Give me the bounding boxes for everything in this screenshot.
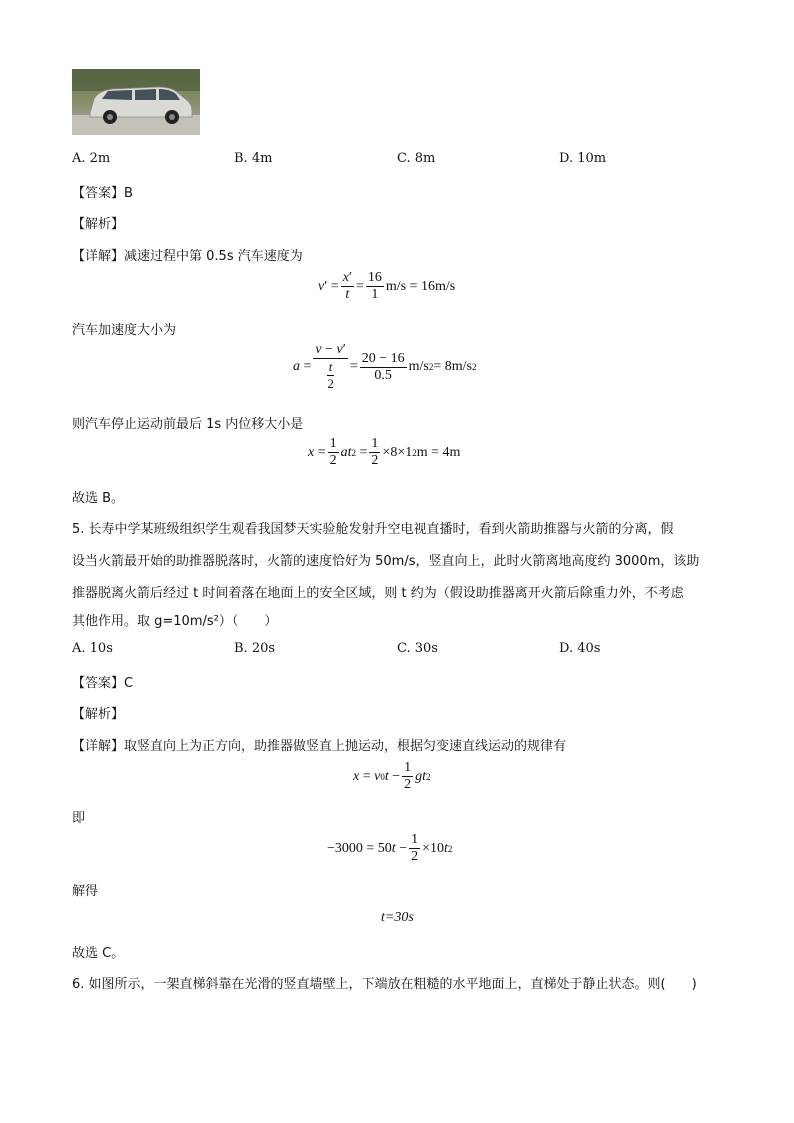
q5-detail-line bbox=[72, 735, 566, 754]
detail-line bbox=[72, 245, 303, 264]
detail-label: 【详解】 bbox=[72, 249, 125, 264]
formula-acceleration: a = $\frac{v - v'}{\frac{t}{2}}$ = $\frac{20 - 16}{0.5}$ m/s 2 = 8m/s 2 bbox=[293, 342, 477, 391]
q5-line3: 推器脱离火箭后经过 t 时间着落在地面上的安全区域，则 t 约为（假设助推器离开火箭后除重力外，不考虑 bbox=[72, 586, 684, 601]
formula-velocity: v ′ = $\frac{x'}{t}$ = $\frac{16}{1}$ m/s = 16m/s bbox=[318, 270, 456, 302]
option-b: B. 4m bbox=[234, 151, 273, 166]
q5-line1: 5. 长寿中学某班级组织学生观看我国梦天实验舱发射升空电视直播时，看到火箭助推器与火箭的分离，假 bbox=[72, 522, 674, 537]
q5-analysis-label: 【解析】 bbox=[72, 707, 125, 722]
result-t: t=30s bbox=[381, 910, 414, 925]
q5-line4: 其他作用。取 g=10m/s²）（ ） bbox=[72, 614, 278, 629]
option-d: D. 10m bbox=[559, 151, 607, 166]
q5-option-b: B. 20s bbox=[234, 641, 276, 656]
accel-text: 汽车加速度大小为 bbox=[72, 323, 177, 338]
q5-option-c: C. 30s bbox=[397, 641, 438, 656]
option-a: A. 2m bbox=[72, 151, 111, 166]
q5-option-d: D. 40s bbox=[559, 641, 601, 656]
detail-text: 减速过程中第 0.5s 汽车速度为 bbox=[124, 249, 303, 264]
formula-displacement: x = $\frac{1}{2}$ at 2 = $\frac{1}{2}$ ×8×1 2 m = 4m bbox=[308, 436, 461, 468]
conclusion-b: 故选 B。 bbox=[72, 491, 125, 506]
formula-vertical-throw: x = v 0 t − $\frac{1}{2}$ gt 2 bbox=[353, 760, 431, 792]
analysis-label: 【解析】 bbox=[72, 217, 125, 232]
q6-line1: 6. 如图所示，一架直梯斜靠在光滑的竖直墙壁上，下端放在粗糙的水平地面上，直梯处于静止状态。则( ) bbox=[72, 977, 697, 992]
conclusion-c: 故选 C。 bbox=[72, 946, 125, 961]
formula-substituted: −3000 = 50 t − $\frac{1}{2}$ ×10 t 2 bbox=[327, 832, 453, 864]
answer-label: 【答案】B bbox=[72, 186, 133, 201]
q5-line2: 设当火箭最开始的助推器脱落时，火箭的速度恰好为 50m/s，竖直向上，此时火箭离地高度约 3000m，该助 bbox=[72, 554, 700, 569]
q5-detail-text: 取竖直向上为正方向，助推器做竖直上抛运动，根据匀变速直线运动的规律有 bbox=[124, 739, 567, 754]
car-photo bbox=[72, 69, 200, 135]
q5-answer-label: 【答案】C bbox=[72, 676, 134, 691]
option-c: C. 8m bbox=[397, 151, 436, 166]
jiede-label: 解得 bbox=[72, 884, 99, 899]
q5-detail-label: 【详解】 bbox=[72, 739, 125, 754]
last-second-text: 则汽车停止运动前最后 1s 内位移大小是 bbox=[72, 417, 304, 432]
q5-option-a: A. 10s bbox=[72, 641, 113, 656]
ji-label: 即 bbox=[72, 811, 86, 826]
